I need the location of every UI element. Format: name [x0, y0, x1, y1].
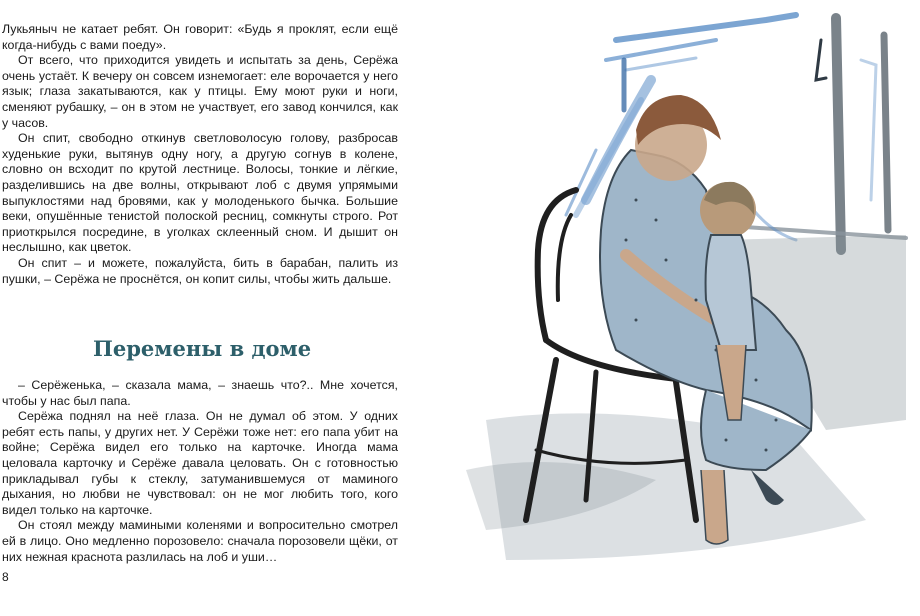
mother-and-child-illustration	[466, 0, 920, 616]
paragraph: Он стоял между мамиными коленями и вопросительно смотрел ей в лицо. Оно медленно порозовело: сначала порозовели щёки, от них нежная краснота разлилась на лоб и уши…	[2, 518, 398, 564]
chapter-title: Перемены в доме	[93, 336, 312, 361]
paragraph: Лукьяныч не катает ребят. Он говорит: «Будь я проклят, если ещё когда-нибудь с вами поеду».	[2, 22, 398, 52]
paragraph: От всего, что приходится увидеть и испытать за день, Серёжа очень устаёт. К вечеру он совсем изнемогает: еле ворочается у него язык; глаза закатываются, как у птицы. Ему моют руки и ноги, сменяют рубашку, – он в этом не участвует, его завод кончился, как у часов.	[2, 53, 398, 130]
chapter-text-block	[2, 378, 398, 565]
intro-text-block	[2, 22, 398, 287]
paragraph: – Серёженька, – сказала мама, – знаешь что?.. Мне хочется, чтобы у нас был папа.	[2, 378, 398, 408]
paragraph: Он спит – и можете, пожалуйста, бить в барабан, палить из пушки, – Серёжа не проснётся, он копит силы, чтобы жить дальше.	[2, 255, 398, 286]
paragraph: Серёжа поднял на неё глаза. Он не думал об этом. У одних ребят есть папы, у других нет. У Серёжи тоже нет: его папа убит на войне; Серёжа видел его только на карточке. Иногда мама целовала карточку и Серёже давала целовать. Он с готовностью прикладывал губы к стеклу, затуманившемуся от маминого дыхания, но любви не чувствовал: он не мог любить того, кого видел только на карточке.	[2, 409, 398, 517]
paragraph: Он спит, свободно откинув светловолосую голову, разбросав худенькие руки, вытянув одну ногу, а другую согнув в колене, словно он всходит по крутой лестнице. Волосы, тонкие и лёгкие, разделившись на две волны, открывают лоб с двумя упрямыми выпуклостями над бровями, как у молоденького бычка. Большие веки, опушённые тенистой полоской ресниц, сомкнуты строго. Рот приоткрылся посредине, в уголках склеенный сном. И дышит он неслышно, как цветок.	[2, 131, 398, 255]
page-number: 8	[2, 570, 9, 584]
